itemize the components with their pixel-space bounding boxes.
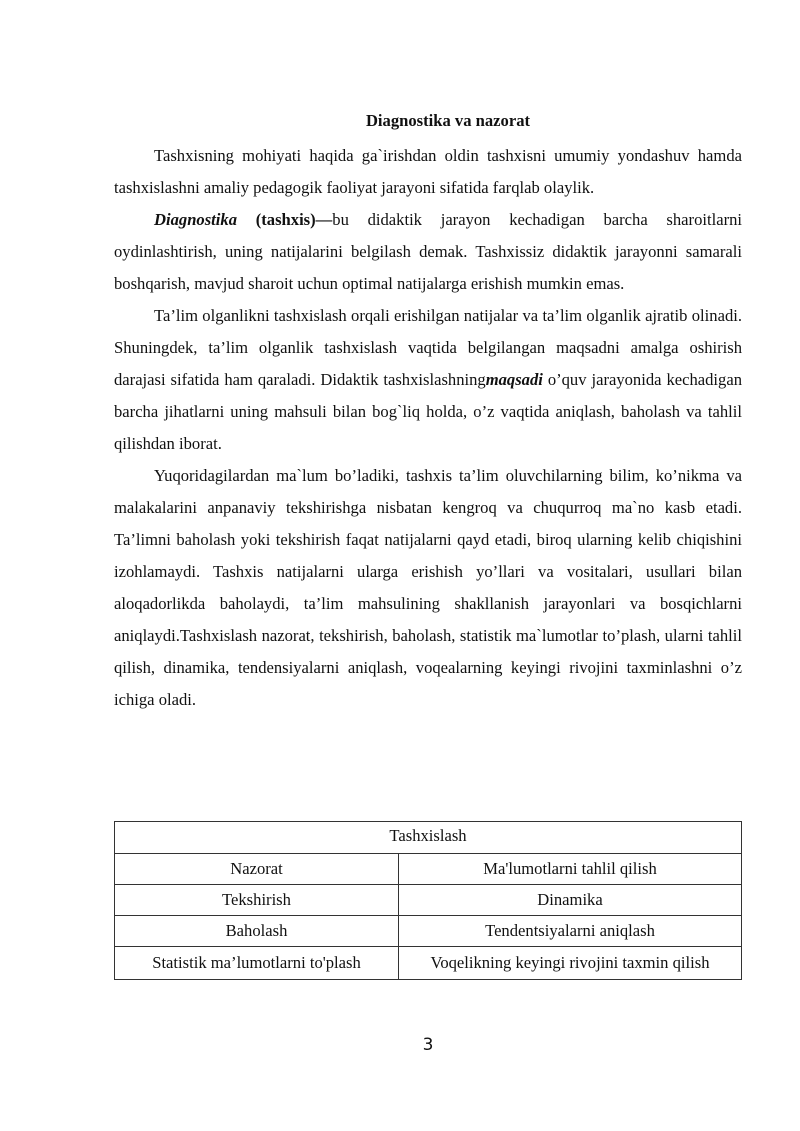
paragraph-summary: Yuqoridagilardan ma`lum bo’ladiki, tashxis ta’lim oluvchilarning bilim, ko’nikma va malakalarini anpanaviy tekshirishga nisbatan kengroq va chuqurroq ma`no kasb etadi. Ta’limni baholash yoki tekshirish faqat natijalarni qayd etadi, biroq ularning kelib chiqishini izohlamaydi. Tashxis natijalarni ularga erishish yo’llari va vositalari, usullari bilan aloqadorlikda baholaydi, ta’lim mahsulining shakllanish jarayonlari va bosqichlarni aniqlaydi.Tashxislash nazorat, tekshirish, baholash, statistik ma`lumotlar to’plash, ularni tahlil qilish, dinamika, tendensiyalarni aniqlash, voqealarning keyingi rivojini taxminlashni o’z ichiga oladi. (114, 466, 742, 709)
table-cell: Tendentsiyalarni aniqlash (399, 916, 742, 947)
em-dash: — (315, 210, 333, 229)
term-tashxis: (tashxis) (237, 210, 316, 229)
goal-text-rest: o’quv jarayonida kechadigan barcha jihatlarni uning mahsuli bilan bog`liq holda, o’z vaqtida aniqlash, baholash va tahlil qilishdan iborat. (114, 370, 742, 453)
table-header: Tashxislash (115, 822, 742, 854)
table-row (115, 854, 742, 885)
table-cell: Baholash (115, 916, 399, 947)
term-maqsadi: maqsadi (485, 370, 543, 389)
goal-text-start: Ta’lim olganlikni tashxislash orqali erishilgan natijalar va ta’lim olganlik ajratib olinadi. Shuningdek, ta’lim olganlik tashxislash vaqtida belgilangan maqsadni amalga oshirish darajasi sifatida ham qaraladi. Didaktik tashxislashning (114, 306, 742, 389)
paragraph-intro: Tashxisning mohiyati haqida ga`irishdan oldin tashxisni umumiy yondashuv hamda tashxislashni amaliy pedagogik faoliyat jarayoni sifatida farqlab olaylik. (114, 146, 742, 197)
paragraph-definition (114, 204, 742, 300)
table-cell: Tekshirish (115, 885, 399, 916)
page-number: 3 (422, 1035, 434, 1055)
table-cell: Statistik ma’lumotlarni to'plash (115, 947, 399, 980)
term-diagnostika: Diagnostika (154, 210, 237, 229)
page-title: Diagnostika va nazorat (365, 111, 531, 130)
table-header-row (115, 822, 742, 854)
table-cell: Ma'lumotlarni tahlil qilish (399, 854, 742, 885)
definition-text: bu didaktik jarayon kechadigan barcha sharoitlarni oydinlashtirish, uning natijalarini belgilash demak. Tashxissiz didaktik jarayonni samarali boshqarish, mavjud sharoit uchun optimal natijalarga erishish mumkin emas. (114, 210, 742, 293)
table-cell: Nazorat (115, 854, 399, 885)
paragraph-goal (114, 300, 742, 460)
table-row (115, 885, 742, 916)
table-cell: Voqelikning keyingi rivojini taxmin qilish (399, 947, 742, 980)
tashxislash-table (114, 821, 742, 980)
table-row (115, 916, 742, 947)
table-row (115, 947, 742, 980)
body-text (114, 140, 742, 716)
table-cell: Dinamika (399, 885, 742, 916)
